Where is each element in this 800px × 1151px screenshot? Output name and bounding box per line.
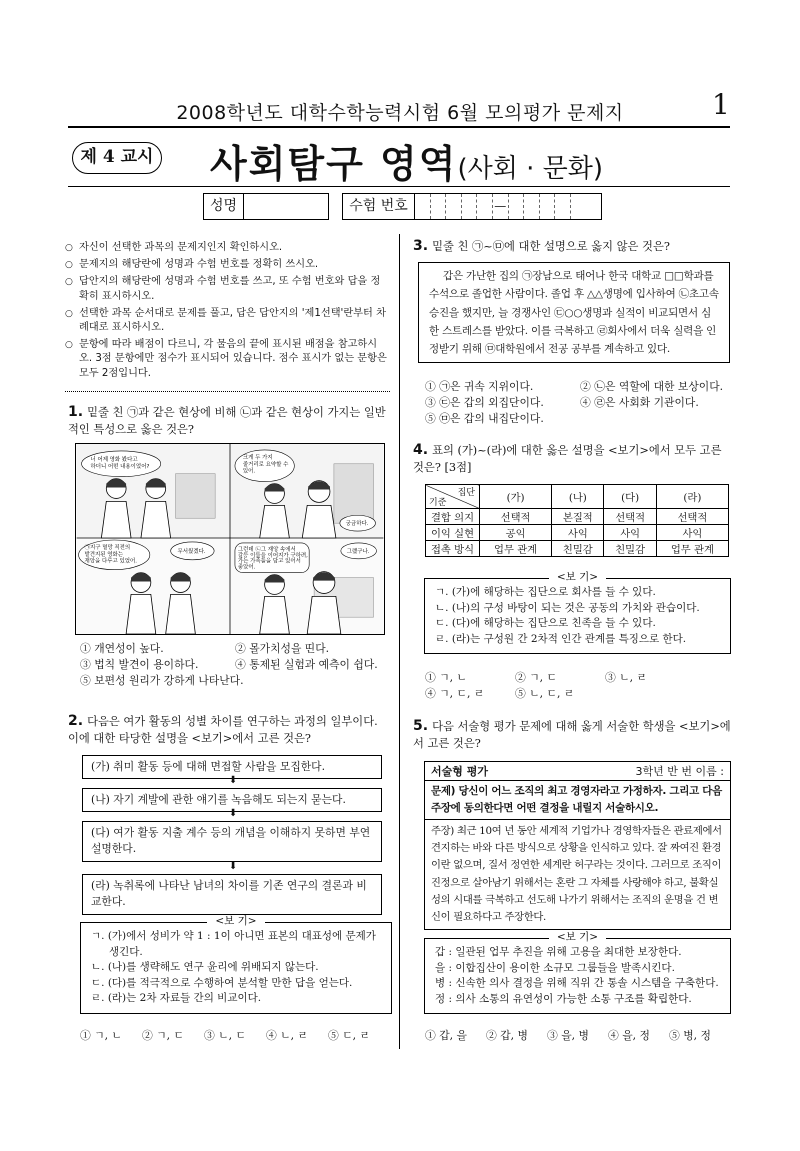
question-text: 표의 (가)~(라)에 대한 옳은 설명을 <보기>에서 모두 고른 것은? [3점]: [413, 444, 722, 474]
answer-choice[interactable]: ① ㉠은 귀속 지위이다.: [425, 380, 534, 393]
instructions-divider: [65, 391, 390, 392]
table-cell: 본질적: [552, 509, 604, 525]
answer-choice[interactable]: ① ㄱ, ㄴ: [80, 1029, 122, 1042]
page-number: 1: [712, 88, 730, 121]
research-step: (가) 취미 활동 등에 대해 면접할 사람을 모집한다.: [82, 755, 382, 779]
name-input[interactable]: [244, 194, 328, 219]
comic-bubble-text: 무서웠겠다.: [177, 548, 206, 555]
answer-choice[interactable]: ① 갑, 을: [425, 1029, 467, 1042]
table-cell: 업무 관계: [656, 541, 728, 557]
answer-choice[interactable]: ④ 을, 정: [608, 1029, 650, 1042]
answer-choice[interactable]: ③ 법칙 발견이 용이하다.: [80, 658, 199, 671]
essay-problem: 문제) 당신이 어느 조직의 최고 경영자라고 가정하자. 그리고 다음 주장에 동의한다면 어떤 결정을 내릴지 서술하시오.: [425, 781, 730, 820]
q1-choices: [80, 641, 390, 689]
answer-choice[interactable]: ③ ㉢은 갑의 외집단이다.: [425, 396, 544, 409]
bogi-item: 을 : 이합집산이 용이한 소규모 그룹들을 발족시킨다.: [435, 961, 675, 974]
q3-passage: 갑은 가난한 집의 ㉠장남으로 태어나 한국 대학교 □□학과를 수석으로 졸업한 사람이다. 졸업 후 △△생명에 입사하여 ㉡초고속 승진을 했지만, 늘 경쟁사인 ㉢○○생명과 실적이 비교되면서 심한 스트레스를 받았다. 이를 극복하고 ㉣회사에서 더욱 실력을 인정받기 위해 ㉤대학원에서 전공 공부를 계속하고 있다.: [418, 262, 730, 363]
table-cell: 사익: [656, 525, 728, 541]
bogi-box: [80, 915, 392, 1014]
down-arrow-icon: ⬇: [229, 775, 238, 786]
question-4: [413, 442, 733, 476]
id-cell[interactable]: [431, 194, 447, 219]
comic-bubble-text: 너 어제 영화 봤다고: [90, 456, 138, 463]
answer-choice[interactable]: ④ ㄴ, ㄹ: [266, 1029, 308, 1042]
q4-choices: [425, 670, 695, 702]
table-cell: 선택적: [604, 509, 656, 525]
instructions-list: [65, 241, 390, 384]
column-divider: [399, 234, 400, 1049]
essay-box-title: 서술형 평가: [431, 765, 488, 778]
question-number: 4.: [413, 442, 429, 458]
table-row: [426, 541, 729, 557]
question-number: 1.: [68, 404, 84, 420]
question-1: [68, 404, 390, 438]
research-step: (다) 여가 활동 지출 계수 등의 개념을 이해하지 못하면 부연 설명한다.: [82, 821, 382, 862]
row-label: 결합 의지: [426, 509, 480, 525]
answer-choice[interactable]: ② 몰가치성을 띤다.: [235, 642, 330, 655]
answer-choice[interactable]: ④ 통제된 실험과 예측이 쉽다.: [235, 658, 378, 671]
bogi-item: 병 : 신속한 의사 결정을 위해 직위 간 통솔 시스템을 구축한다.: [435, 977, 719, 989]
subject-title: [210, 133, 603, 188]
table-header: (나): [552, 485, 604, 509]
answer-choice[interactable]: ⑤ 보편성 원리가 강하게 나타난다.: [80, 674, 244, 687]
essay-claim: 주장) 최근 10여 년 동안 세계적 기업가나 경영학자들은 관료제에서 견지하는 바와 다른 방식으로 상황을 인식하고 있다. 잘 짜여진 환경이란 없으며, 질서 정연한 세계란 허구라는 것이다. 그러므로 조직이 진정으로 살아남기 위해서는 혼란 그 자체를 사랑해야 하고, 불확실성의 시대를 극복하고 선도해 나가기 위해서는 조직의 운명을 건 변신이 필요하다고 주장한다.: [431, 825, 722, 924]
corner-label-bottom: 기준: [429, 498, 447, 508]
name-label: 성명: [204, 194, 244, 219]
down-arrow-icon: ⬇: [229, 808, 238, 819]
answer-choice[interactable]: ④ ㉣은 사회화 기관이다.: [580, 396, 699, 409]
answer-choice[interactable]: ② ㄱ, ㄷ: [515, 671, 557, 684]
bogi-label: <보 기>: [549, 571, 606, 583]
table-row: [426, 509, 729, 525]
id-cell[interactable]: [509, 194, 525, 219]
answer-choice[interactable]: ① ㄱ, ㄴ: [425, 671, 467, 684]
exam-id-field[interactable]: [342, 193, 602, 220]
exam-title: 2008학년도 대학수학능력시험 6월 모의평가 문제지: [176, 102, 624, 124]
question-number: 5.: [413, 718, 429, 734]
bogi-item: 갑 : 일관된 업무 추진을 위해 고용을 최대한 보장한다.: [435, 946, 682, 958]
bogi-item: ㄷ. (다)에 해당하는 집단으로 친족을 들 수 있다.: [435, 617, 656, 629]
subject-sub: (사회 · 문화): [457, 154, 604, 184]
bogi-item: ㄷ. (다)를 적극적으로 수행하여 분석할 만한 답을 얻는다.: [91, 976, 353, 989]
row-label: 접촉 방식: [426, 541, 480, 557]
bogi-box: [424, 571, 731, 654]
bogi-item: ㄹ. (라)는 구성원 간 2차적 인간 관계를 특징으로 한다.: [435, 632, 687, 645]
bogi-item: ㄱ. (가)에서 성비가 약 1 : 1이 아니면 표본의 대표성에 문제가 생긴다.: [91, 930, 376, 958]
comic-bubble-text: 크게 두 가지: [242, 454, 273, 461]
comic-bubble-text: 재앙을 다루고 있었어.: [84, 558, 137, 565]
q3-choices: [425, 379, 735, 427]
table-header: (가): [480, 485, 552, 509]
header-rule: [68, 186, 730, 187]
table-row: [426, 525, 729, 541]
bogi-item: ㄴ. (나)의 구성 바탕이 되는 것은 공동의 가치와 관습이다.: [435, 601, 700, 614]
answer-choice[interactable]: ③ ㄴ, ㄷ: [204, 1029, 246, 1042]
question-number: 2.: [68, 713, 84, 729]
answer-choice[interactable]: ③ ㄴ, ㄹ: [605, 671, 647, 684]
answer-choice[interactable]: ① 개연성이 높다.: [80, 642, 164, 655]
comic-bubble-text: 하더니 어떤 내용이었어?: [90, 463, 150, 470]
id-cell[interactable]: [571, 194, 587, 219]
table-cell: 사익: [604, 525, 656, 541]
bogi-item: ㄴ. (나)를 생략해도 연구 윤리에 위배되지 않는다.: [91, 961, 319, 973]
table-cell: 공익: [480, 525, 552, 541]
answer-choice[interactable]: ② ㄱ, ㄷ: [142, 1029, 184, 1042]
bogi-item: ㄹ. (라)는 2차 자료들 간의 비교이다.: [91, 992, 262, 1004]
answer-choice[interactable]: ⑤ ㉤은 갑의 내집단이다.: [425, 412, 544, 425]
table-cell: 선택적: [480, 509, 552, 525]
group-table: [425, 484, 729, 557]
q2-choices: [80, 1028, 390, 1044]
corner-label-top: 집단: [457, 488, 475, 498]
research-step: (라) 녹취록에 나타난 남녀의 차이를 기존 연구의 결론과 비교한다.: [82, 874, 382, 915]
student-info-line: 3학년 반 번 이름 :: [635, 765, 724, 778]
comic-bubble-text: 발견지된 영화는: [84, 551, 124, 558]
id-cell[interactable]: [415, 194, 431, 219]
answer-choice[interactable]: ④ ㄱ, ㄷ, ㄹ: [425, 687, 485, 700]
question-text: 밑줄 친 ㉠과 같은 현상에 비해 ㉡과 같은 현상이 가지는 일반적인 특성으로 옳은 것은?: [68, 406, 386, 436]
answer-choice[interactable]: ③ 을, 병: [547, 1029, 589, 1042]
question-text: 다음 서술형 평가 문제에 대해 옳게 서술한 학생을 <보기>에서 고른 것은?: [413, 720, 731, 750]
question-text: 밑줄 친 ㉠~㉤에 대한 설명으로 옳지 않은 것은?: [432, 240, 670, 253]
question-2: [68, 713, 390, 747]
bogi-box: [424, 931, 731, 1014]
answer-choice[interactable]: ② 갑, 병: [486, 1029, 528, 1042]
comic-bubble-text: 가는 가족들을 담고 있어서: [237, 558, 301, 565]
instruction-item: ○ 자신이 선택한 과목의 문제지인지 확인하시오.: [65, 241, 390, 255]
comic-bubble-text: 좋았어.: [237, 564, 256, 571]
instruction-item: ○ 문제지의 해당란에 성명과 수험 번호를 정확히 쓰시오.: [65, 258, 390, 272]
bogi-item: 정 : 의사 소통의 유연성이 가능한 소통 구조를 확립한다.: [435, 992, 692, 1005]
comic-bubble-text: ㉠지구 멸망 직전의: [84, 544, 131, 551]
question-3: [413, 238, 733, 255]
comic-bubble-text: 있어.: [242, 468, 256, 475]
table-cell: 업무 관계: [480, 541, 552, 557]
comic-bubble-text: 그랬구나.: [346, 548, 370, 555]
exam-id-label: 수험 번호: [343, 194, 415, 219]
comic-bubble-text: 궁금하다.: [345, 521, 369, 528]
id-cell[interactable]: [524, 194, 540, 219]
period-badge: 제 4 교시: [72, 142, 162, 174]
instruction-item: ○ 답안지의 해당란에 성명과 수험 번호를 쓰고, 또 수험 번호와 답을 정확히 표시하시오.: [65, 275, 390, 303]
bogi-item: ㄱ. (가)에 해당하는 집단으로 회사를 들 수 있다.: [435, 586, 656, 598]
research-step: (나) 자기 계발에 관한 얘기를 녹음해도 되는지 묻는다.: [82, 788, 382, 812]
answer-choice[interactable]: ② ㉡은 역할에 대한 보상이다.: [580, 380, 724, 393]
id-cell[interactable]: [555, 194, 571, 219]
comic-bubble-text: 줄거리로 요약할 수: [242, 461, 289, 468]
answer-choice[interactable]: ⑤ ㄴ, ㄷ, ㄹ: [515, 687, 575, 700]
instruction-item: ○ 문항에 따라 배점이 다르니, 각 물음의 끝에 표시된 배점을 참고하시오. 3점 문항에만 점수가 표시되어 있습니다. 점수 표시가 없는 문항은 모두 2점입니다.: [65, 338, 390, 381]
id-cell[interactable]: [462, 194, 478, 219]
question-number: 3.: [413, 238, 429, 254]
subject-main: 사회탐구 영역: [210, 142, 458, 186]
down-arrow-icon: ⬇: [229, 861, 238, 872]
answer-choice[interactable]: ⑤ 병, 정: [669, 1029, 711, 1042]
id-cell[interactable]: [446, 194, 462, 219]
table-header: (라): [656, 485, 728, 509]
table-corner: [426, 485, 480, 509]
id-cell[interactable]: [477, 194, 493, 219]
answer-choice[interactable]: ⑤ ㄷ, ㄹ: [328, 1029, 370, 1042]
essay-prompt-box: [424, 761, 731, 930]
comic-bubble-text: 갈등 이들을 이어지가 구하려,: [237, 552, 308, 559]
table-cell: 친밀감: [552, 541, 604, 557]
table-cell: 친밀감: [604, 541, 656, 557]
bogi-label: <보 기>: [549, 931, 606, 943]
table-header: (다): [604, 485, 656, 509]
instruction-item: ○ 선택한 과목 순서대로 문제를 풀고, 답은 답안지의 '제1선택'란부터 차례대로 표시하시오.: [65, 307, 390, 335]
header-rule: [68, 126, 730, 128]
id-cell[interactable]: [540, 194, 556, 219]
table-cell: 사익: [552, 525, 604, 541]
question-5: [413, 718, 733, 752]
q5-choices: [425, 1028, 730, 1044]
comic-bubble-text: 그런데 ㉡그 재앙 속에서: [237, 546, 296, 553]
name-field[interactable]: [203, 193, 329, 220]
table-cell: 선택적: [656, 509, 728, 525]
bogi-label: <보 기>: [207, 915, 264, 927]
id-cell[interactable]: —: [493, 194, 509, 219]
row-label: 이익 실현: [426, 525, 480, 541]
comic-strip: [75, 443, 385, 635]
question-text: 다음은 여가 활동의 성별 차이를 연구하는 과정의 일부이다. 이에 대한 타당한 설명을 <보기>에서 고른 것은?: [68, 715, 378, 745]
